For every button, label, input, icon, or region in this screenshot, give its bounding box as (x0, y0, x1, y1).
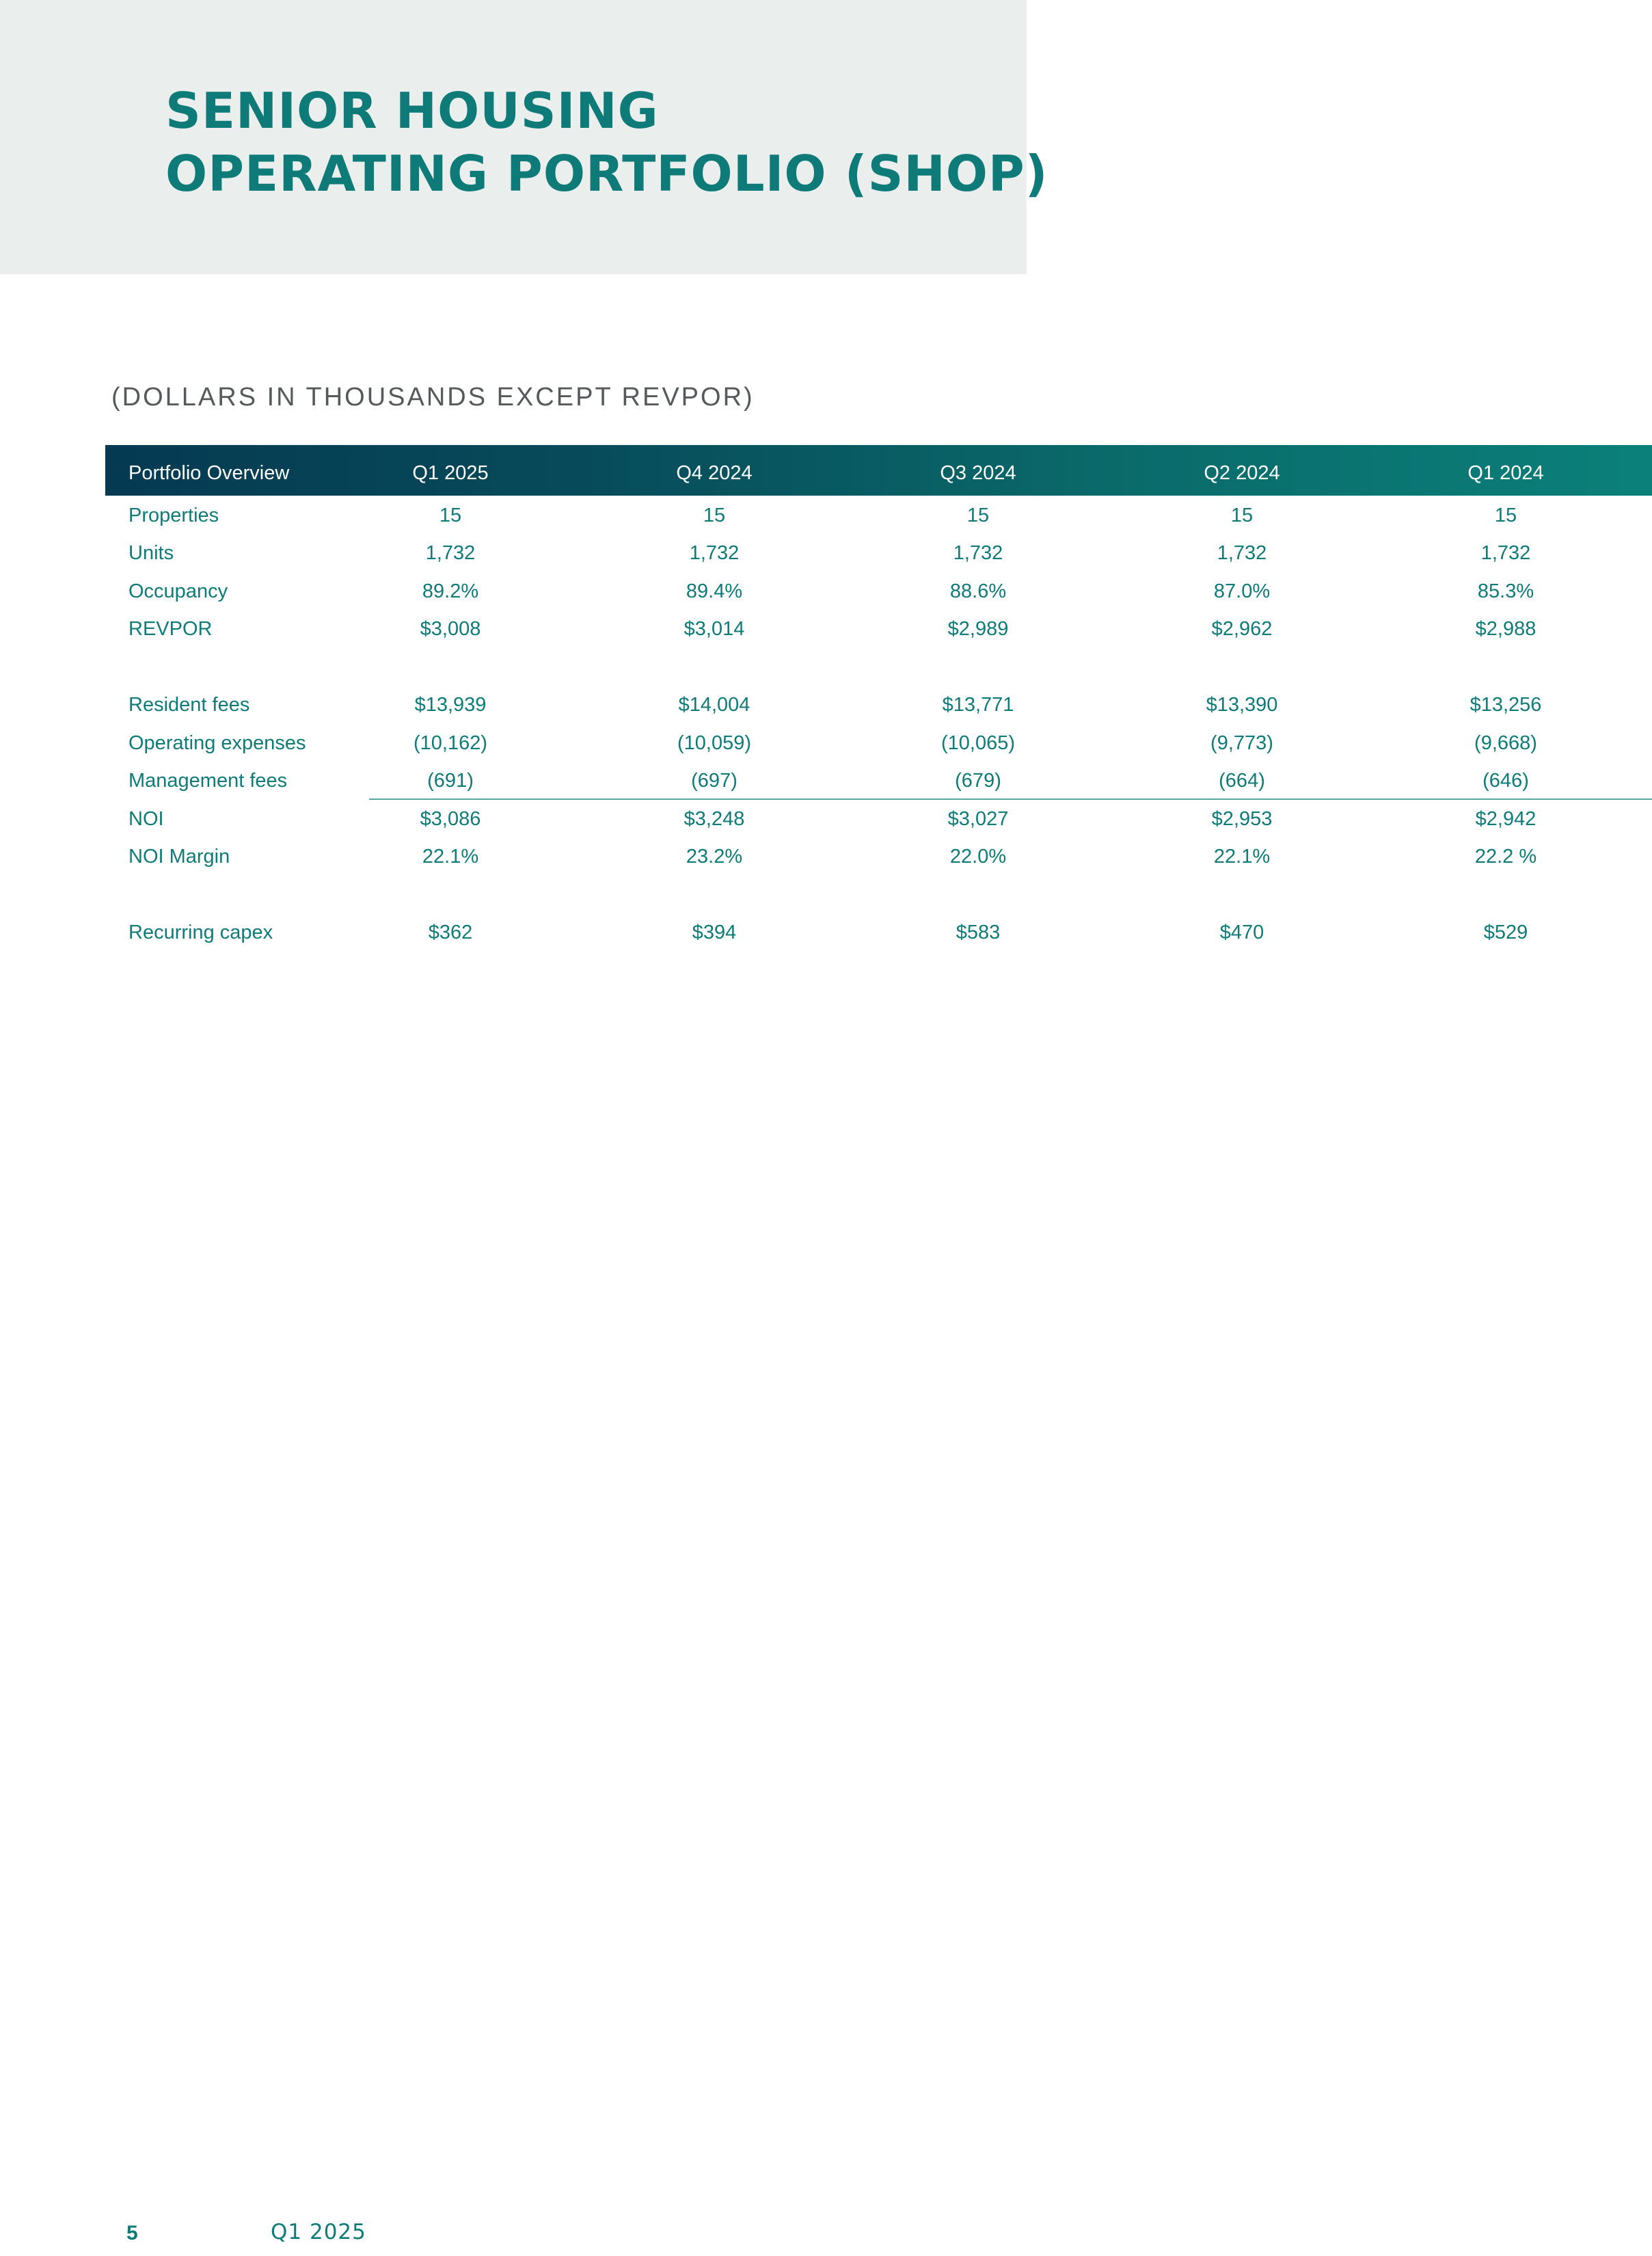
table-cell: (646) (1482, 770, 1529, 792)
column-header-q3-2024: Q3 2024 (940, 462, 1016, 484)
page-title-line-1: SENIOR HOUSING (165, 82, 659, 139)
table-cell: 89.4% (686, 580, 743, 602)
page-number: 5 (126, 2222, 138, 2244)
table-cell: (697) (691, 770, 737, 792)
subtotal-divider (369, 798, 1652, 800)
table-cell: 88.6% (949, 580, 1007, 602)
table-cell: $13,939 (414, 694, 487, 716)
table-cell: 15 (966, 505, 990, 526)
table-cell: $2,962 (1211, 618, 1273, 640)
row-label-occupancy: Occupancy (128, 580, 228, 602)
row-label-noi-margin: NOI Margin (128, 846, 230, 868)
table-cell: $13,256 (1470, 694, 1542, 716)
table-cell: $3,027 (947, 808, 1009, 830)
table-cell: 1,732 (689, 542, 740, 564)
table-cell: $362 (428, 922, 473, 943)
page-title-line-2: OPERATING PORTFOLIO (SHOP) (165, 145, 1048, 202)
table-cell: $2,953 (1211, 808, 1273, 830)
table-cell: $3,086 (420, 808, 481, 830)
row-label-operating-expenses: Operating expenses (128, 732, 306, 754)
table-cell: 89.2% (422, 580, 479, 602)
table-cell: 1,732 (953, 542, 1003, 564)
table-cell: $3,014 (683, 618, 745, 640)
column-header-q1-2025: Q1 2025 (412, 462, 489, 484)
table-cell: $13,390 (1206, 694, 1278, 716)
row-label-units: Units (128, 542, 174, 564)
table-cell: 22.1% (1213, 846, 1271, 868)
table-cell: 23.2% (686, 846, 743, 868)
table-cell: 1,732 (1480, 542, 1531, 564)
table-units-caption: (DOLLARS IN THOUSANDS EXCEPT REVPOR) (111, 383, 755, 412)
table-cell: 15 (439, 505, 462, 526)
column-header-q4-2024: Q4 2024 (676, 462, 753, 484)
row-label-resident-fees: Resident fees (128, 694, 250, 716)
table-cell: 22.1% (422, 846, 479, 868)
table-cell: (9,668) (1474, 732, 1537, 754)
table-cell: (10,065) (940, 732, 1016, 754)
table-cell: (10,162) (413, 732, 488, 754)
footer-period: Q1 2025 (271, 2220, 366, 2244)
table-cell: 1,732 (425, 542, 476, 564)
table-cell: 15 (703, 505, 726, 526)
column-header-q2-2024: Q2 2024 (1204, 462, 1280, 484)
row-label-recurring-capex: Recurring capex (128, 922, 273, 943)
table-cell: (691) (427, 770, 474, 792)
table-cell: $3,248 (683, 808, 745, 830)
table-cell: $2,942 (1475, 808, 1536, 830)
table-cell: $13,771 (942, 694, 1014, 716)
table-cell: 15 (1230, 505, 1254, 526)
row-label-properties: Properties (128, 505, 219, 526)
table-cell: $529 (1483, 922, 1528, 943)
table-cell: $470 (1219, 922, 1264, 943)
table-cell: 87.0% (1213, 580, 1271, 602)
table-cell: $583 (956, 922, 1001, 943)
table-cell: 85.3% (1477, 580, 1534, 602)
table-cell: $2,989 (947, 618, 1009, 640)
table-cell: $14,004 (678, 694, 750, 716)
row-label-management-fees: Management fees (128, 770, 288, 792)
table-header-row (105, 445, 1652, 496)
table-cell: 22.0% (949, 846, 1007, 868)
row-label-revpor: REVPOR (128, 618, 213, 640)
table-cell: 1,732 (1217, 542, 1267, 564)
column-header-q1-2024: Q1 2024 (1467, 462, 1544, 484)
table-cell: (10,059) (677, 732, 752, 754)
table-cell: 22.2 % (1474, 846, 1537, 868)
row-label-noi: NOI (128, 808, 164, 830)
table-cell: $394 (692, 922, 737, 943)
table-cell: 15 (1494, 505, 1517, 526)
table-cell: $2,988 (1475, 618, 1536, 640)
table-cell: (9,773) (1210, 732, 1273, 754)
header-label: Portfolio Overview (128, 462, 290, 484)
table-cell: (664) (1219, 770, 1265, 792)
table-cell: (679) (955, 770, 1001, 792)
title-panel (0, 0, 1048, 274)
table-cell: $3,008 (420, 618, 481, 640)
